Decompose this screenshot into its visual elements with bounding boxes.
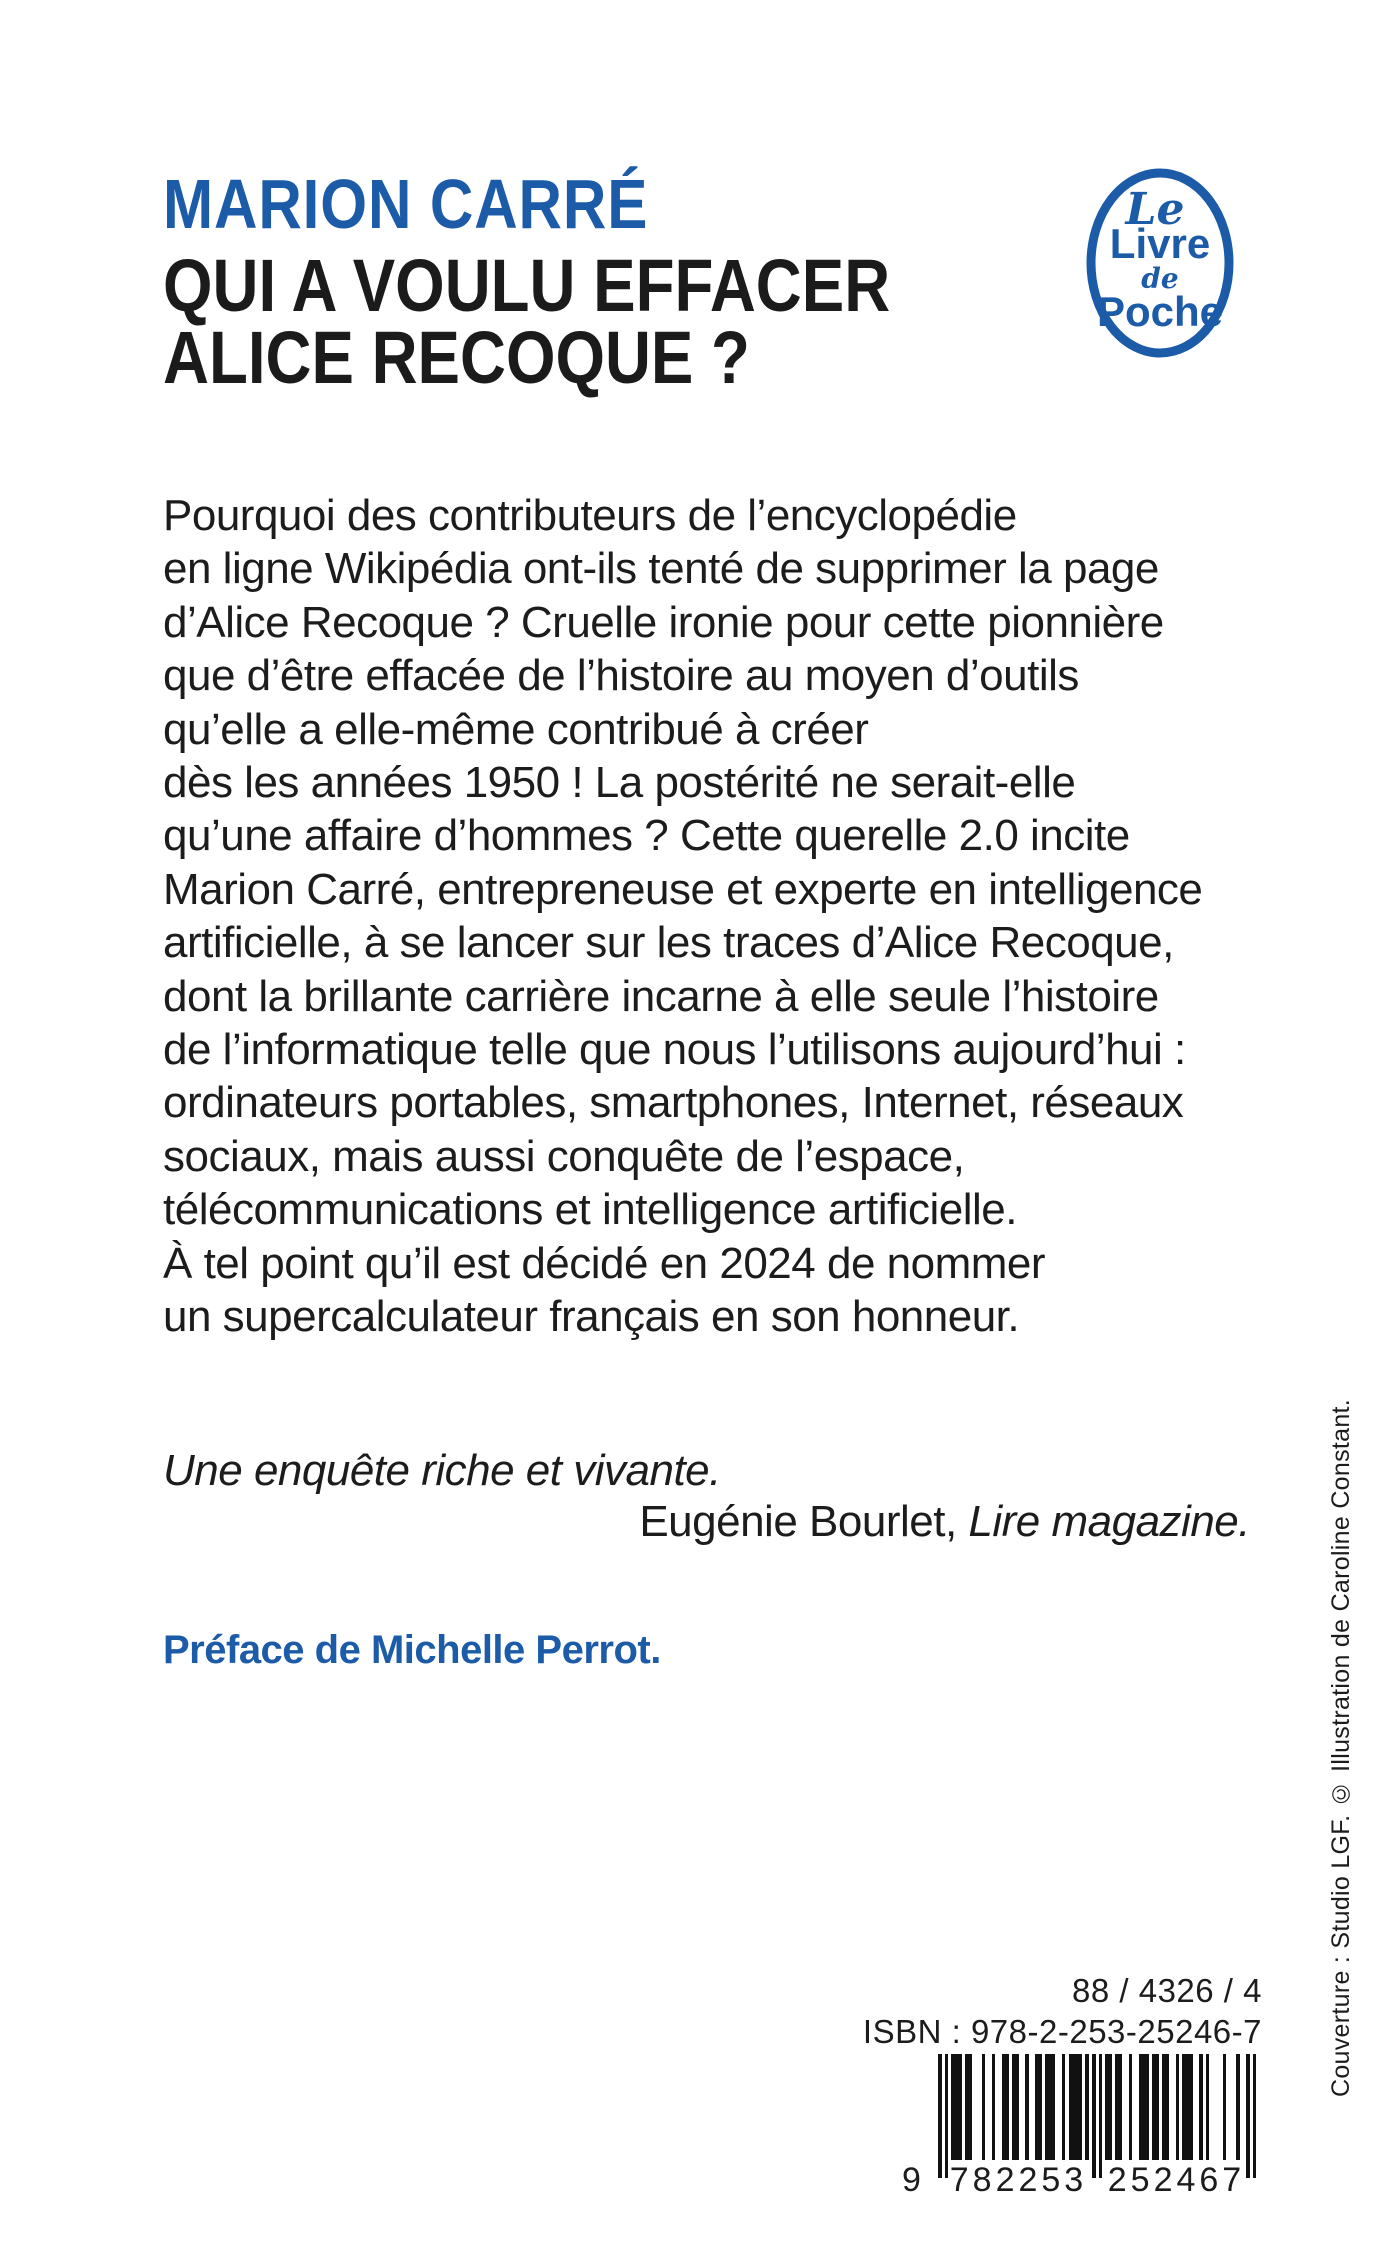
synopsis-line: sociaux, mais aussi conquête de l’espace,: [163, 1131, 965, 1181]
barcode-bar: [945, 2054, 949, 2178]
barcode-bar: [1005, 2054, 1009, 2160]
barcode-bar: [1038, 2054, 1042, 2160]
barcode-bar: [982, 2054, 986, 2160]
barcode-digits-right: 252467: [1107, 2161, 1246, 2199]
barcode-bar: [1189, 2054, 1193, 2160]
synopsis-line: dès les années 1950 ! La postérité ne serait-elle: [163, 758, 1076, 808]
barcode-bar: [1223, 2054, 1227, 2160]
livre-de-poche-logo-icon: [1085, 168, 1235, 358]
barcode-bar: [968, 2054, 972, 2160]
barcode-bar: [1146, 2054, 1150, 2160]
synopsis: [163, 489, 1293, 1344]
barcode-bar: [1236, 2054, 1240, 2160]
synopsis-line: qu’une affaire d’hommes ? Cette querelle 2.0 incite: [163, 811, 1130, 861]
barcode: [902, 2054, 1256, 2199]
isbn-label: ISBN : 978-2-253-25246-7: [862, 2013, 1262, 2050]
synopsis-line: ordinateurs portables, smartphones, Internet, réseaux: [163, 1078, 1184, 1128]
review-credit-name: Eugénie Bourlet,: [639, 1497, 969, 1546]
synopsis-line: en ligne Wikipédia ont-ils tenté de supprimer la page: [163, 544, 1159, 594]
barcode-bar: [1129, 2054, 1133, 2160]
barcode-bar: [1099, 2054, 1103, 2178]
barcode-bar: [1079, 2054, 1083, 2160]
barcode-bar: [1092, 2054, 1096, 2178]
livre-de-poche-logo: [1085, 168, 1235, 358]
synopsis-line: un supercalculateur français en son honneur.: [163, 1292, 1020, 1342]
synopsis-line: artificielle, à se lancer sur les traces d’Alice Recoque,: [163, 918, 1174, 968]
barcode-bar: [1176, 2054, 1180, 2160]
barcode-bar: [1015, 2054, 1019, 2160]
barcode-bar: [1156, 2054, 1160, 2160]
barcode-bar: [1246, 2054, 1250, 2178]
barcode-bar: [1085, 2054, 1089, 2160]
logo-word-de: de: [1141, 262, 1179, 295]
synopsis-line: télécommunications et intelligence artificielle.: [163, 1185, 1017, 1235]
header: [163, 165, 891, 399]
cover-credit-vertical: Couverture : Studio LGF. © Illustration de Caroline Constant.: [1327, 1398, 1355, 2097]
barcode-bar: [1062, 2054, 1066, 2160]
author-name: MARION CARRÉ: [163, 165, 649, 243]
synopsis-line: de l’informatique telle que nous l’utilisons aujourd’hui :: [163, 1025, 1186, 1075]
barcode-bar: [1199, 2054, 1203, 2160]
synopsis-line: Marion Carré, entrepreneuse et experte en intelligence: [163, 864, 1203, 914]
barcode-bar: [1025, 2054, 1029, 2160]
logo-word-livre: Livre: [1109, 220, 1211, 267]
barcode-bars: [938, 2054, 1256, 2178]
synopsis-line: Pourquoi des contributeurs de l’encyclopédie: [163, 491, 1017, 540]
barcode-bar: [938, 2054, 942, 2178]
barcode-bar: [1119, 2054, 1123, 2160]
review-credit: [163, 1497, 1250, 1547]
logo-word-poche: Poche: [1096, 288, 1224, 335]
synopsis-line: d’Alice Recoque ? Cruelle ironie pour cette pionnière: [163, 597, 1164, 647]
synopsis-line: À tel point qu’il est décidé en 2024 de nommer: [163, 1238, 1046, 1288]
barcode-bar: [1166, 2054, 1170, 2160]
barcode-bar: [1109, 2054, 1113, 2160]
synopsis-line: qu’elle a elle-même contribué à créer: [163, 704, 869, 754]
barcode-bar: [992, 2054, 996, 2160]
barcode-bar: [1206, 2054, 1210, 2160]
review-quote: Une enquête riche et vivante.: [163, 1446, 721, 1495]
barcode-bar: [1052, 2054, 1056, 2160]
barcode-digits-left: 782253: [949, 2161, 1088, 2199]
synopsis-line: dont la brillante carrière incarne à elle seule l’histoire: [163, 971, 1159, 1021]
synopsis-line: que d’être effacée de l’histoire au moyen d’outils: [163, 651, 1079, 701]
barcode-bar: [1253, 2054, 1257, 2178]
preface-note: Préface de Michelle Perrot.: [163, 1628, 661, 1672]
book-title-line-2: ALICE RECOQUE ?: [163, 316, 750, 399]
book-title-line-1: QUI A VOULU EFFACER: [163, 244, 891, 327]
barcode-bar: [958, 2054, 962, 2160]
print-code: 88 / 4326 / 4: [1072, 1972, 1262, 2009]
barcode-digit-first: 9: [902, 2161, 921, 2199]
review-credit-source: Lire magazine.: [968, 1497, 1250, 1546]
logo-word-le: Le: [1125, 184, 1185, 235]
